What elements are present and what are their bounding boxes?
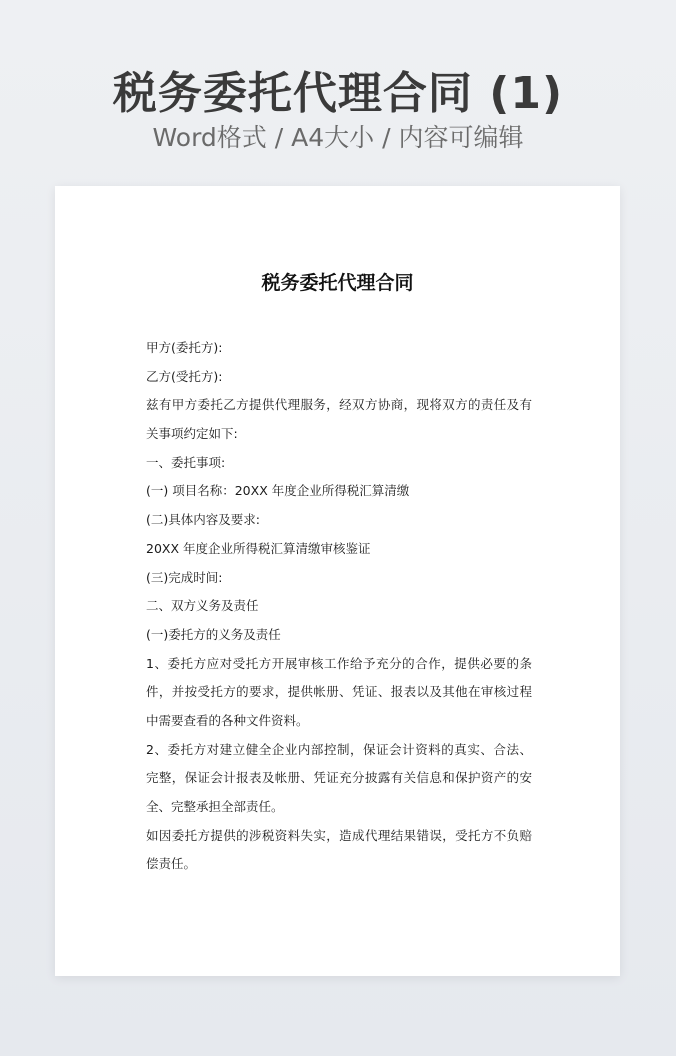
body-line: 1、委托方应对受托方开展审核工作给予充分的合作，提供必要的条 bbox=[146, 655, 532, 671]
body-line: 乙方(受托方): bbox=[146, 368, 223, 384]
body-line: (一)委托方的义务及责任 bbox=[146, 626, 281, 642]
body-line: 二、双方义务及责任 bbox=[146, 598, 259, 614]
body-line: 兹有甲方委托乙方提供代理服务，经双方协商，现将双方的责任及有 bbox=[146, 397, 532, 413]
document-title: 税务委托代理合同 bbox=[261, 272, 414, 294]
body-line: 中需要查看的各种文件资料。 bbox=[146, 712, 309, 728]
body-line: (三)完成时间: bbox=[146, 569, 223, 585]
header-subtitle: Word格式 / A4大小 / 内容可编辑 bbox=[152, 123, 524, 152]
body-line: 偿责任。 bbox=[146, 856, 197, 872]
body-line: 20XX 年度企业所得税汇算清缴审核鉴证 bbox=[146, 540, 371, 556]
header-title: 税务委托代理合同 (1) bbox=[112, 68, 564, 119]
body-line: 件，并按受托方的要求，提供帐册、凭证、报表以及其他在审核过程 bbox=[146, 684, 532, 700]
body-line: 全、完整承担全部责任。 bbox=[146, 799, 284, 814]
body-line: (二)具体内容及要求: bbox=[146, 512, 260, 528]
body-line: 关事项约定如下: bbox=[146, 426, 238, 442]
body-line: 一、委托事项: bbox=[146, 454, 226, 470]
document-body bbox=[146, 334, 532, 879]
body-line: (一) 项目名称：20XX 年度企业所得税汇算清缴 bbox=[146, 483, 410, 499]
body-line: 如因委托方提供的涉税资料失实，造成代理结果错误，受托方不负赔 bbox=[146, 827, 532, 843]
body-line: 完整，保证会计报表及帐册、凭证充分披露有关信息和保护资产的安 bbox=[146, 770, 532, 786]
body-line: 甲方(委托方): bbox=[146, 340, 223, 355]
document-page bbox=[55, 186, 620, 976]
body-line: 2、委托方对建立健全企业内部控制，保证会计资料的真实、合法、 bbox=[146, 741, 532, 757]
